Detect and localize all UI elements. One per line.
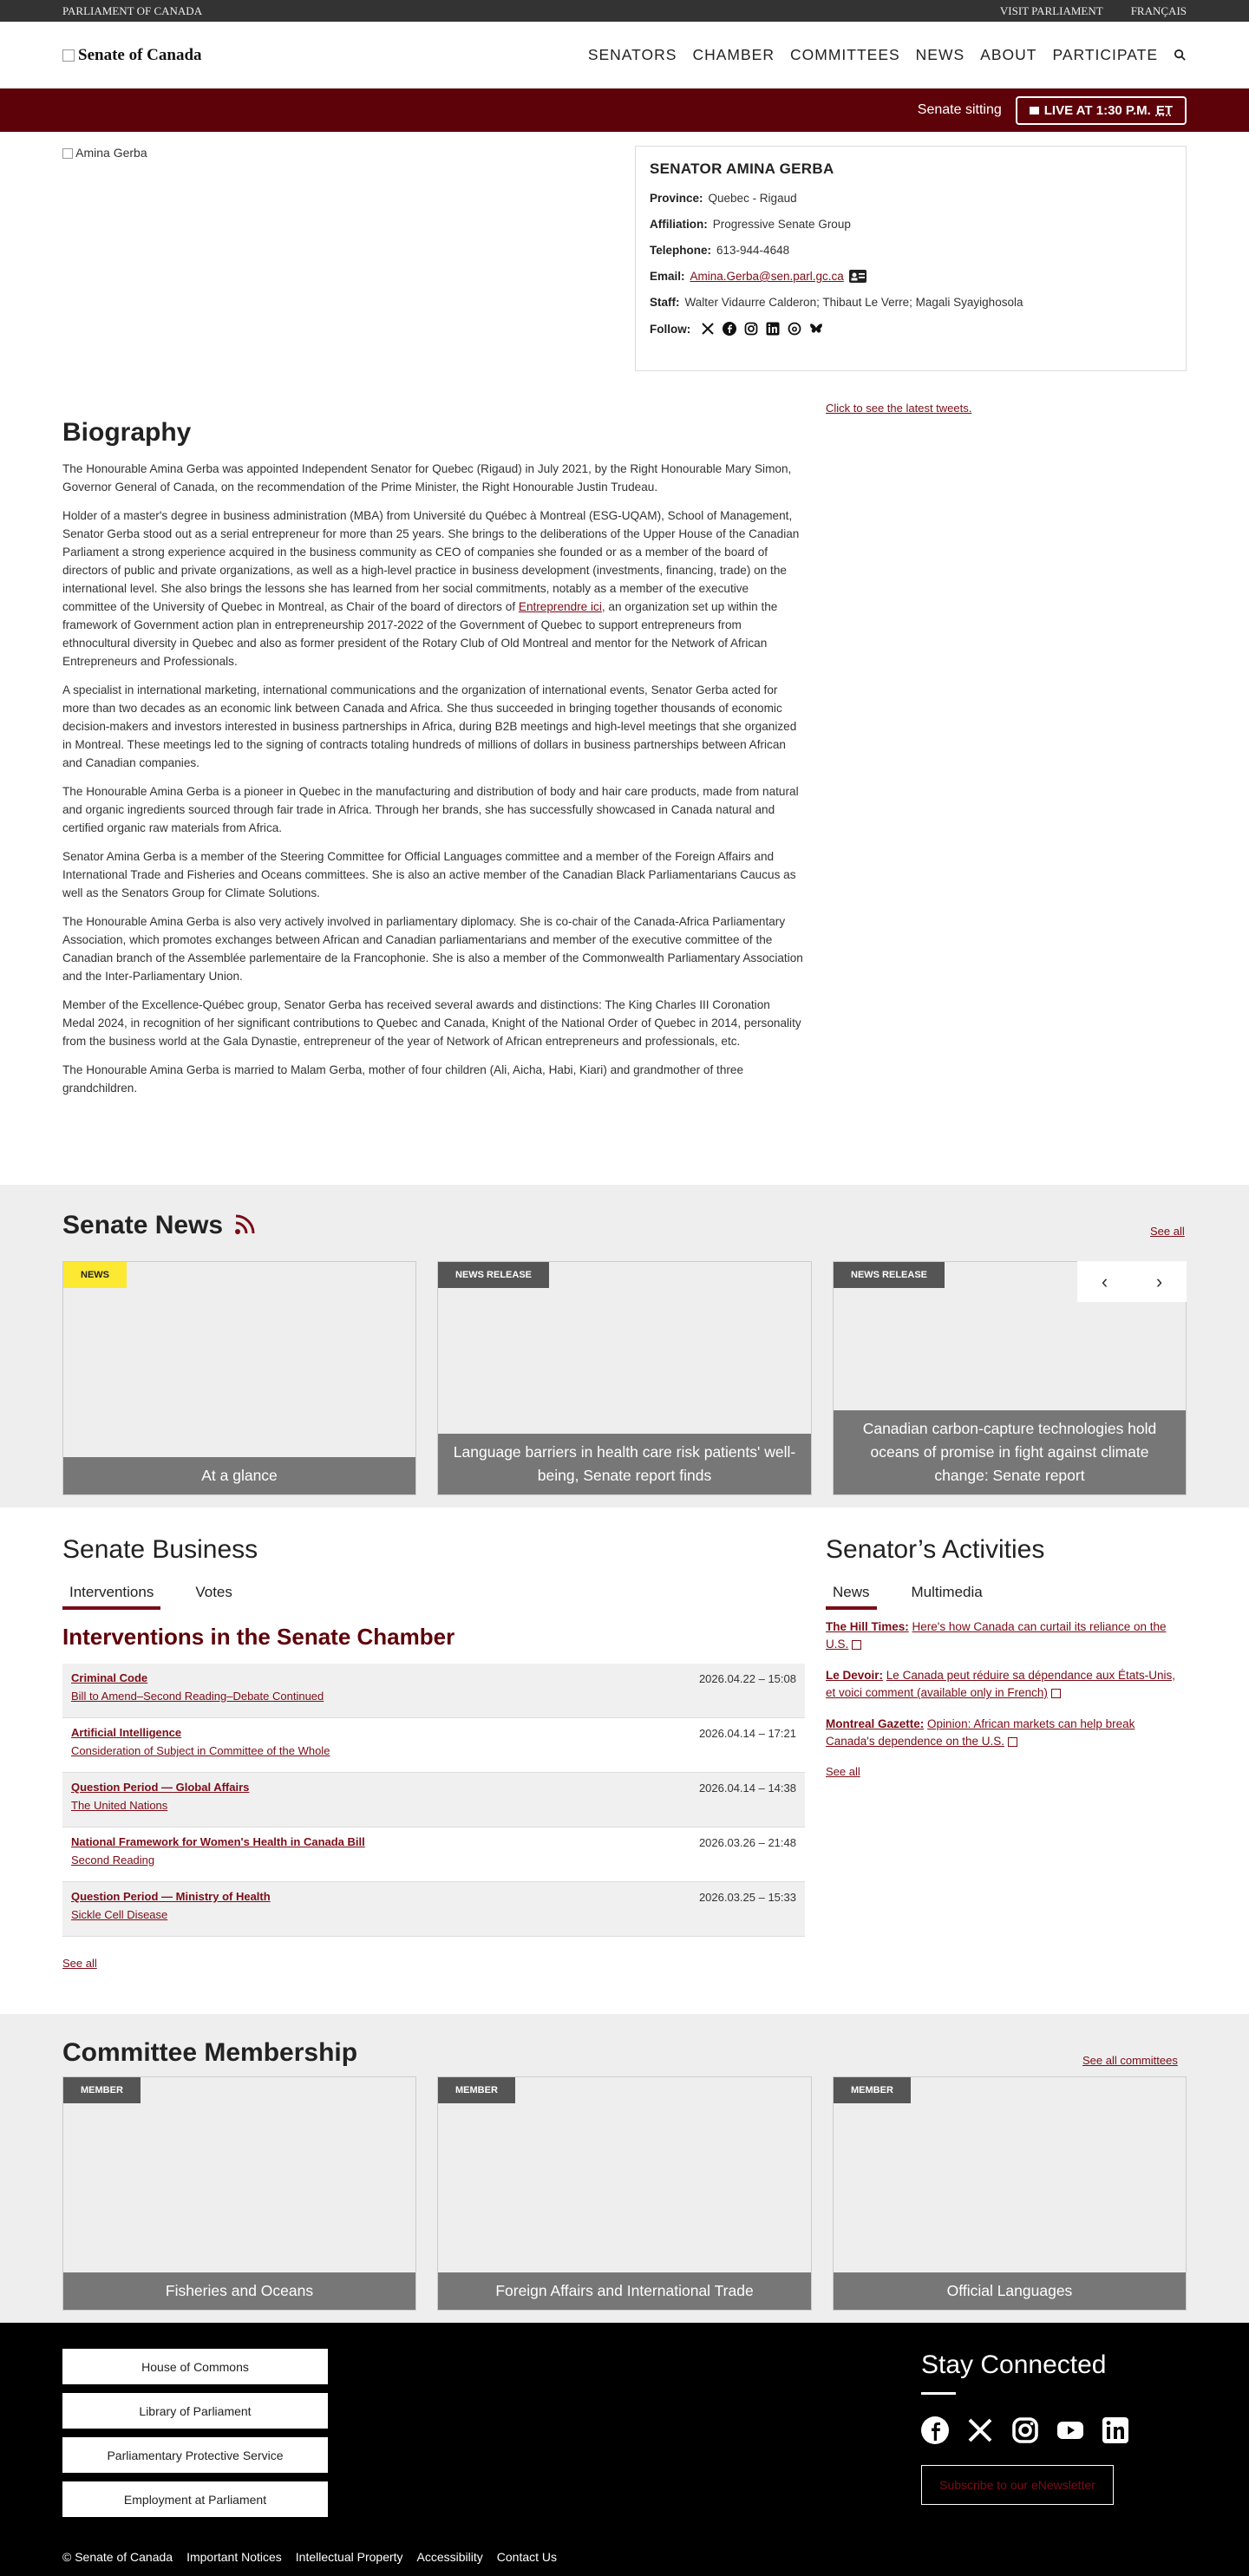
activity-source-link[interactable]: Montreal Gazette: xyxy=(826,1717,925,1730)
broken-image-icon xyxy=(62,49,75,62)
province-label: Province: xyxy=(650,192,703,205)
senate-sitting-status: Senate sitting xyxy=(917,102,1002,117)
member-tag: MEMBER xyxy=(63,2077,141,2103)
intervention-sub-link[interactable]: Consideration of Subject in Committee of the Whole xyxy=(71,1744,330,1757)
activity-link[interactable]: Opinion: African markets can help break Canada's dependence on the U.S. xyxy=(826,1717,1135,1748)
intervention-title-link[interactable]: Artificial Intelligence xyxy=(71,1726,182,1739)
facebook-icon[interactable] xyxy=(921,2416,949,2444)
site-header xyxy=(0,22,1249,88)
timezone-abbr: ET xyxy=(1155,102,1173,118)
telephone-value: 613-944-4648 xyxy=(716,244,790,257)
bio-paragraph: The Honourable Amina Gerba is also very actively involved in parliamentary diplomacy. She is co-chair of the Canada-Africa Parliamentary Association, which promotes exchanges between African and Canadian parliamentarians and member of the executive committee of the Canadian branch of the Assemblée parlementaire de la Francophonie. She is also a member of the Commonwealth Parliamentary Association and the Inter-Parliamentary Union. xyxy=(62,915,803,983)
intervention-sub-link[interactable]: Second Reading xyxy=(71,1854,155,1867)
visit-parliament-link[interactable]: VISIT PARLIAMENT xyxy=(999,3,1103,17)
intervention-sub-link[interactable]: Sickle Cell Disease xyxy=(71,1908,168,1921)
bluesky-icon[interactable] xyxy=(809,322,823,336)
rss-icon[interactable] xyxy=(233,1213,256,1239)
nav-about[interactable]: ABOUT xyxy=(980,46,1037,63)
instagram-icon[interactable] xyxy=(744,322,758,336)
activities-see-all-link[interactable]: See all xyxy=(826,1765,860,1778)
intervention-title-link[interactable]: Question Period — Global Affairs xyxy=(71,1781,250,1794)
list-item xyxy=(826,1618,1187,1653)
follow-row xyxy=(650,322,1172,336)
intervention-title-link[interactable]: Criminal Code xyxy=(71,1671,148,1684)
telephone-label: Telephone: xyxy=(650,244,712,257)
facebook-icon[interactable] xyxy=(723,322,736,336)
activity-source-link[interactable]: Le Devoir: xyxy=(826,1669,884,1682)
interventions-see-all-link[interactable]: See all xyxy=(62,1957,97,1970)
list-item xyxy=(826,1716,1187,1750)
nav-committees[interactable]: COMMITTEES xyxy=(790,46,900,63)
list-item xyxy=(62,1773,805,1827)
intervention-date: 2026.04.14 – 17:21 xyxy=(698,1727,796,1740)
library-of-parliament-button[interactable]: Library of Parliament xyxy=(62,2393,328,2429)
external-link-icon xyxy=(1051,1689,1061,1698)
province-row xyxy=(650,192,1172,205)
biography-section xyxy=(62,418,805,1108)
business-tabs xyxy=(62,1582,239,1610)
committee-card[interactable] xyxy=(437,2076,812,2311)
x-twitter-icon[interactable] xyxy=(701,322,715,336)
senator-name: SENATOR AMINA GERBA xyxy=(650,160,834,177)
interventions-list xyxy=(62,1664,805,1937)
nav-senators[interactable]: SENATORS xyxy=(587,46,677,63)
house-of-commons-button[interactable]: House of Commons xyxy=(62,2349,328,2384)
committee-card-caption: Foreign Affairs and International Trade xyxy=(438,2272,811,2310)
list-item xyxy=(62,1827,805,1882)
bio-paragraph xyxy=(62,507,805,670)
senate-business-title: Senate Business xyxy=(62,1535,258,1564)
accessibility-link[interactable]: Accessibility xyxy=(416,2550,483,2564)
senator-profile-card xyxy=(635,146,1187,371)
news-tag: NEWS RELEASE xyxy=(438,1262,549,1288)
threads-icon[interactable] xyxy=(788,322,801,336)
news-tag: NEWS RELEASE xyxy=(834,1262,945,1288)
contact-us-link[interactable]: Contact Us xyxy=(496,2550,558,2564)
news-card[interactable] xyxy=(437,1261,812,1495)
news-card-caption: Language barriers in health care risk patients' well-being, Senate report finds xyxy=(438,1434,811,1494)
intervention-date: 2026.03.26 – 21:48 xyxy=(698,1836,796,1849)
interventions-heading: Interventions in the Senate Chamber xyxy=(62,1624,455,1650)
staff-value: Walter Vidaurre Calderon; Thibaut Le Verre; Magali Syayighosola xyxy=(684,296,1023,309)
biography-title: Biography xyxy=(62,418,192,447)
affiliation-label: Affiliation: xyxy=(650,218,708,231)
email-label: Email: xyxy=(650,270,685,283)
intervention-date: 2026.03.25 – 15:33 xyxy=(698,1891,796,1904)
protective-service-button[interactable]: Parliamentary Protective Service xyxy=(62,2437,328,2473)
committee-card-caption: Official Languages xyxy=(834,2272,1186,2310)
intervention-title-link[interactable]: Question Period — Ministry of Health xyxy=(71,1890,271,1903)
tab-interventions[interactable]: Interventions xyxy=(62,1582,160,1610)
external-link-icon xyxy=(852,1640,861,1650)
copyright-text: © Senate of Canada xyxy=(62,2550,173,2564)
senator-photo xyxy=(62,146,147,160)
linkedin-icon[interactable] xyxy=(766,322,780,336)
main-nav xyxy=(588,46,1187,64)
intervention-sub-link[interactable]: The United Nations xyxy=(71,1799,168,1812)
divider xyxy=(921,2392,956,2395)
chevron-right-icon[interactable]: › xyxy=(1155,1270,1163,1292)
external-link-icon xyxy=(1008,1737,1017,1747)
news-card-caption: Canadian carbon-capture technologies hold oceans of promise in fight against climate change: Senate report xyxy=(834,1410,1186,1494)
bio-text: , an organization set up within the framework of Government action plan in entrepreneurship 2017-2022 of the Government of Quebec to support entrepreneurs from ethnocultural diversity in Quebec and also as former president of the Rotary Club of Old Montreal and mentor for the Network of African Entrepreneurs and Professionals. xyxy=(62,600,778,668)
logo-alt-text: Senate of Canada xyxy=(78,45,202,64)
activities-list xyxy=(826,1618,1187,1778)
list-item xyxy=(62,1718,805,1773)
broken-image-icon xyxy=(62,148,73,159)
bio-paragraph: The Honourable Amina Gerba was appointed Independent Senator for Quebec (Rigaud) in July 2021, by the Right Honourable Mary Simon, Governor General of Canada, on the recommendation of the Prime Minister, the Right Honourable Justin Trudeau. xyxy=(62,462,792,494)
follow-label: Follow: xyxy=(650,322,691,336)
social-links xyxy=(921,2416,1129,2444)
parliament-link[interactable]: PARLIAMENT OF CANADA xyxy=(62,3,203,17)
activity-link[interactable]: Here's how Canada can curtail its reliance on the U.S. xyxy=(826,1620,1167,1651)
senate-news-section xyxy=(0,1185,1249,1507)
intellectual-property-link[interactable]: Intellectual Property xyxy=(295,2550,403,2564)
email-link[interactable]: Amina.Gerba@sen.parl.gc.ca xyxy=(690,270,844,283)
nav-participate[interactable]: PARTICIPATE xyxy=(1052,46,1158,63)
x-twitter-icon[interactable] xyxy=(966,2416,994,2444)
entreprendre-ici-link[interactable]: Entreprendre ici xyxy=(518,600,602,613)
staff-row xyxy=(650,296,1172,309)
bio-paragraph: A specialist in international marketing, international communications and the organization of international events, Senator Gerba acted for more than two decades as an economic link between Canada and Africa. She thus succeeded in bringing together thousands of economic decision-makers and investors interested in business partnerships in Africa, during B2B meetings and high-level meetings that she organized in Montreal. These meetings led to the signing of contracts totaling hundreds of millions of dollars in business partnerships between African and Canadian companies. xyxy=(62,683,797,769)
live-bar xyxy=(0,88,1249,132)
activity-link[interactable]: Le Canada peut réduire sa dépendance aux États-Unis, et voici comment (available only in French) xyxy=(826,1669,1176,1699)
photo-alt-text: Amina Gerba xyxy=(75,146,147,160)
committee-membership-section xyxy=(0,2014,1249,2323)
intervention-sub-link[interactable]: Bill to Amend–Second Reading–Debate Continued xyxy=(71,1690,324,1703)
member-tag: MEMBER xyxy=(834,2077,911,2103)
committee-card-caption: Fisheries and Oceans xyxy=(63,2272,415,2310)
employment-button[interactable]: Employment at Parliament xyxy=(62,2481,328,2517)
email-row xyxy=(650,270,1172,283)
bio-text: Holder of a master's degree in business administration (MBA) from Université du Québec à Montreal (ESG-UQAM), School of Management, Senator Gerba stood out as a serial entrepreneur for more than 25 years. She brings to the deliberations of the Upper House of the Canadian Parliament a strong experience acquired in the business community as CEO of companies she founded or as a member of the board of directors of public and private organizations, as well as a high-level practice in business development (investments, financing, trade) on the international level. She also brings the lessons she has learned from her social commitments, notably as a member of the executive committee of the University of Quebec in Montreal, as Chair of the board of directors of xyxy=(62,509,800,613)
news-card-caption: At a glance xyxy=(63,1457,415,1494)
carousel-controls xyxy=(1077,1261,1187,1302)
activity-source-link[interactable]: The Hill Times: xyxy=(826,1620,909,1633)
site-footer xyxy=(0,2323,1249,2576)
live-button[interactable] xyxy=(1016,96,1187,125)
news-see-all-link[interactable]: See all xyxy=(1150,1225,1185,1238)
language-toggle-link[interactable]: FRANÇAIS xyxy=(1130,3,1187,17)
list-item xyxy=(62,1664,805,1718)
intervention-title-link[interactable]: National Framework for Women's Health in Canada Bill xyxy=(71,1835,365,1848)
tab-votes[interactable]: Votes xyxy=(195,1584,232,1600)
search-icon[interactable] xyxy=(1174,49,1187,62)
subscribe-newsletter-button[interactable]: Subscribe to our eNewsletter xyxy=(921,2465,1114,2505)
committee-card[interactable] xyxy=(833,2076,1187,2311)
chevron-left-icon[interactable]: ‹ xyxy=(1101,1270,1108,1292)
linkedin-icon[interactable] xyxy=(1102,2416,1129,2444)
telephone-row xyxy=(650,244,1172,257)
bio-paragraph: The Honourable Amina Gerba is a pioneer in Quebec in the manufacturing and distribution of body and hair care products, made from natural and organic ingredients sourced through fair trade in Africa. Through her brands, she has successfully showcased in Canada natural and certified organic raw materials from Africa. xyxy=(62,785,799,834)
senate-logo[interactable] xyxy=(62,46,202,65)
live-label: LIVE AT 1:30 P.M. xyxy=(1043,102,1151,118)
affiliation-value: Progressive Senate Group xyxy=(712,218,851,231)
staff-label: Staff: xyxy=(650,296,680,309)
list-item xyxy=(826,1667,1187,1702)
senate-news-title: Senate News xyxy=(62,1211,224,1239)
committee-membership-title: Committee Membership xyxy=(62,2038,358,2067)
instagram-icon[interactable] xyxy=(1011,2416,1039,2444)
bio-paragraph: Senator Amina Gerba is a member of the Steering Committee for Official Languages committee and a member of the Foreign Affairs and International Trade and Fisheries and Oceans committees. She is also an active member of the Canadian Black Parliamentarians Caucus as well as the Senators Group for Climate Solutions. xyxy=(62,850,796,899)
tab-news[interactable]: News xyxy=(826,1582,877,1610)
activities-tabs xyxy=(826,1582,990,1610)
latest-tweets-link[interactable]: Click to see the latest tweets. xyxy=(826,402,972,415)
video-camera-icon xyxy=(1030,107,1039,114)
senate-news-heading xyxy=(62,1211,256,1240)
senator-activities-title: Senator’s Activities xyxy=(826,1535,1045,1564)
province-value: Quebec - Rigaud xyxy=(708,192,797,205)
see-all-committees-link[interactable]: See all committees xyxy=(1082,2054,1178,2067)
news-card[interactable] xyxy=(62,1261,416,1495)
top-bar xyxy=(0,0,1249,22)
member-tag: MEMBER xyxy=(438,2077,515,2103)
youtube-icon[interactable] xyxy=(1056,2416,1084,2444)
list-item xyxy=(62,1882,805,1937)
important-notices-link[interactable]: Important Notices xyxy=(186,2550,282,2564)
nav-chamber[interactable]: CHAMBER xyxy=(692,46,775,63)
news-tag: NEWS xyxy=(63,1262,127,1288)
committee-card[interactable] xyxy=(62,2076,416,2311)
bio-paragraph: Member of the Excellence-Québec group, Senator Gerba has received several awards and distinctions: The King Charles III Coronation Medal 2024, in recognition of her significant contributions to Quebec and Canada, Knight of the National Order of Quebec in 2014, personality from the business world at the Gala Dynastie, entrepreneur of the year of Network of African entrepreneurs and professionals, etc. xyxy=(62,998,801,1048)
footer-links xyxy=(62,2550,557,2564)
intervention-date: 2026.04.14 – 14:38 xyxy=(698,1782,796,1795)
stay-connected-title: Stay Connected xyxy=(921,2350,1107,2379)
affiliation-row xyxy=(650,218,1172,231)
nav-news[interactable]: NEWS xyxy=(915,46,965,63)
bio-paragraph: The Honourable Amina Gerba is married to Malam Gerba, mother of four children (Ali, Aicha, Habi, Kiari) and grandmother of three grandchildren. xyxy=(62,1063,744,1095)
intervention-date: 2026.04.22 – 15:08 xyxy=(698,1672,796,1685)
tab-multimedia[interactable]: Multimedia xyxy=(911,1584,983,1600)
contact-card-icon[interactable] xyxy=(849,270,866,283)
